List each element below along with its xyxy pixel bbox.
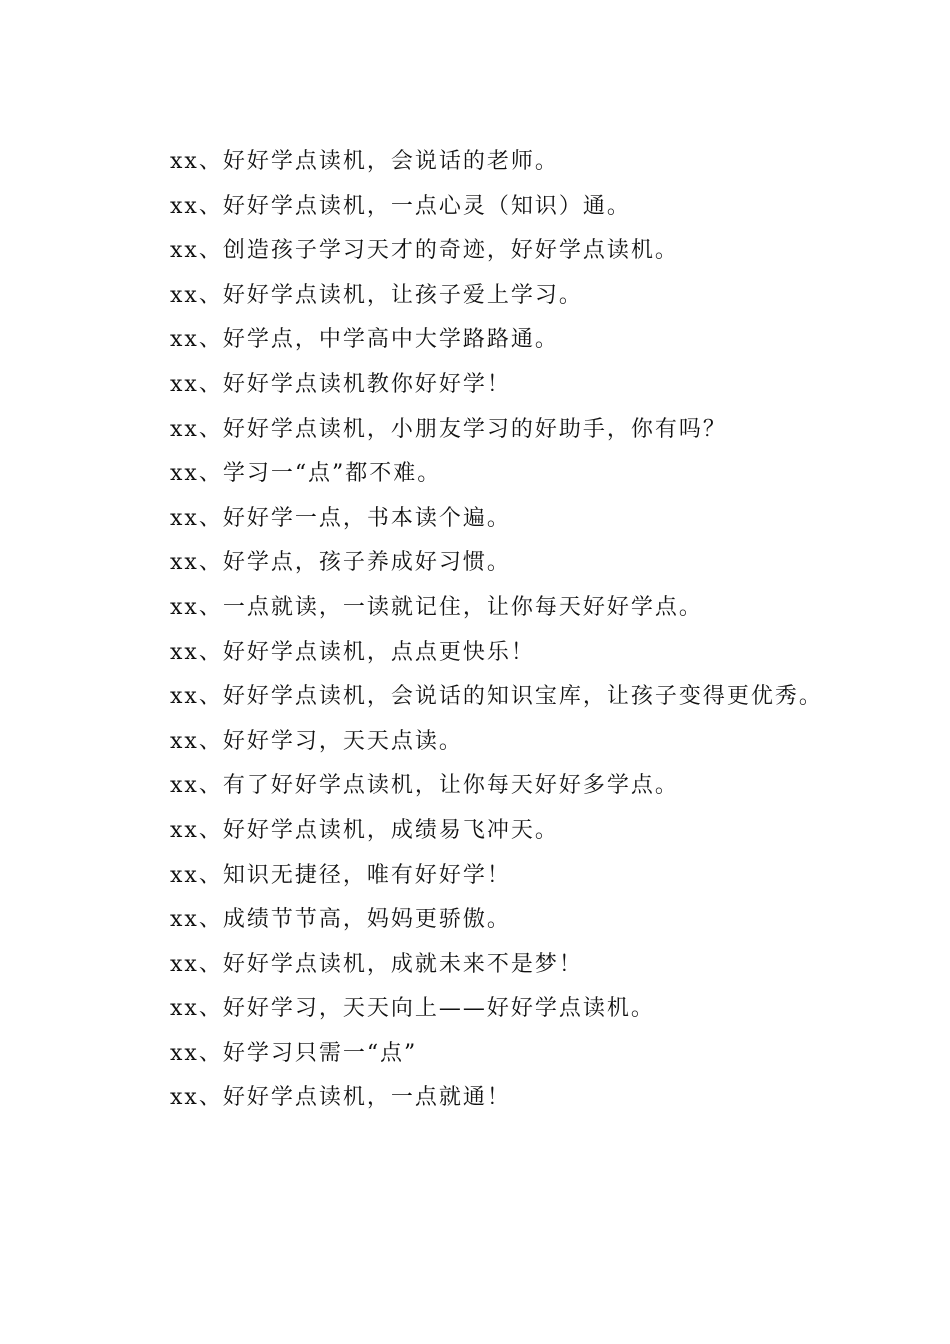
paragraph: xx、好好学习，天天点读。	[170, 728, 463, 754]
paragraph: xx、一点就读，一读就记住，让你每天好好学点。	[170, 594, 703, 620]
paragraph: xx、好学习只需一“点”	[170, 1040, 418, 1066]
paragraph: xx、好好学点读机，小朋友学习的好助手，你有吗？	[170, 416, 727, 442]
paragraph: xx、好好学点读机教你好好学！	[170, 371, 511, 397]
paragraph: xx、好好学点读机，让孩子爱上学习。	[170, 282, 583, 308]
paragraph: xx、好好学点读机，会说话的老师。	[170, 149, 559, 174]
paragraph: xx、好好学点读机，点点更快乐！	[170, 639, 535, 665]
paragraph: xx、有了好好学点读机，让你每天好好多学点。	[170, 773, 679, 799]
paragraph: xx、好好学一点，书本读个遍。	[170, 505, 511, 531]
paragraph: xx、好学点，中学高中大学路路通。	[170, 327, 559, 353]
paragraph: xx、知识无捷径，唯有好好学！	[170, 862, 511, 888]
document-body	[120, 140, 830, 1121]
paragraph: xx、好好学点读机，成就未来不是梦！	[170, 951, 583, 977]
paragraph: xx、好学点，孩子养成好习惯。	[170, 550, 511, 576]
paragraph: xx、好好学点读机，成绩易飞冲天。	[170, 817, 559, 843]
paragraph: xx、成绩节节高，妈妈更骄傲。	[170, 907, 511, 933]
paragraph: xx、好好学点读机，一点心灵（知识）通。	[170, 193, 631, 219]
paragraph: xx、好好学习，天天向上——好好学点读机。	[170, 996, 655, 1022]
paragraph: xx、学习一“点”都不难。	[170, 461, 442, 487]
paragraph: xx、创造孩子学习天才的奇迹，好好学点读机。	[170, 238, 679, 264]
paragraph: xx、好好学点读机，一点就通！	[170, 1085, 511, 1111]
paragraph: xx、好好学点读机，会说话的知识宝库，让孩子变得更优秀。	[170, 684, 823, 710]
